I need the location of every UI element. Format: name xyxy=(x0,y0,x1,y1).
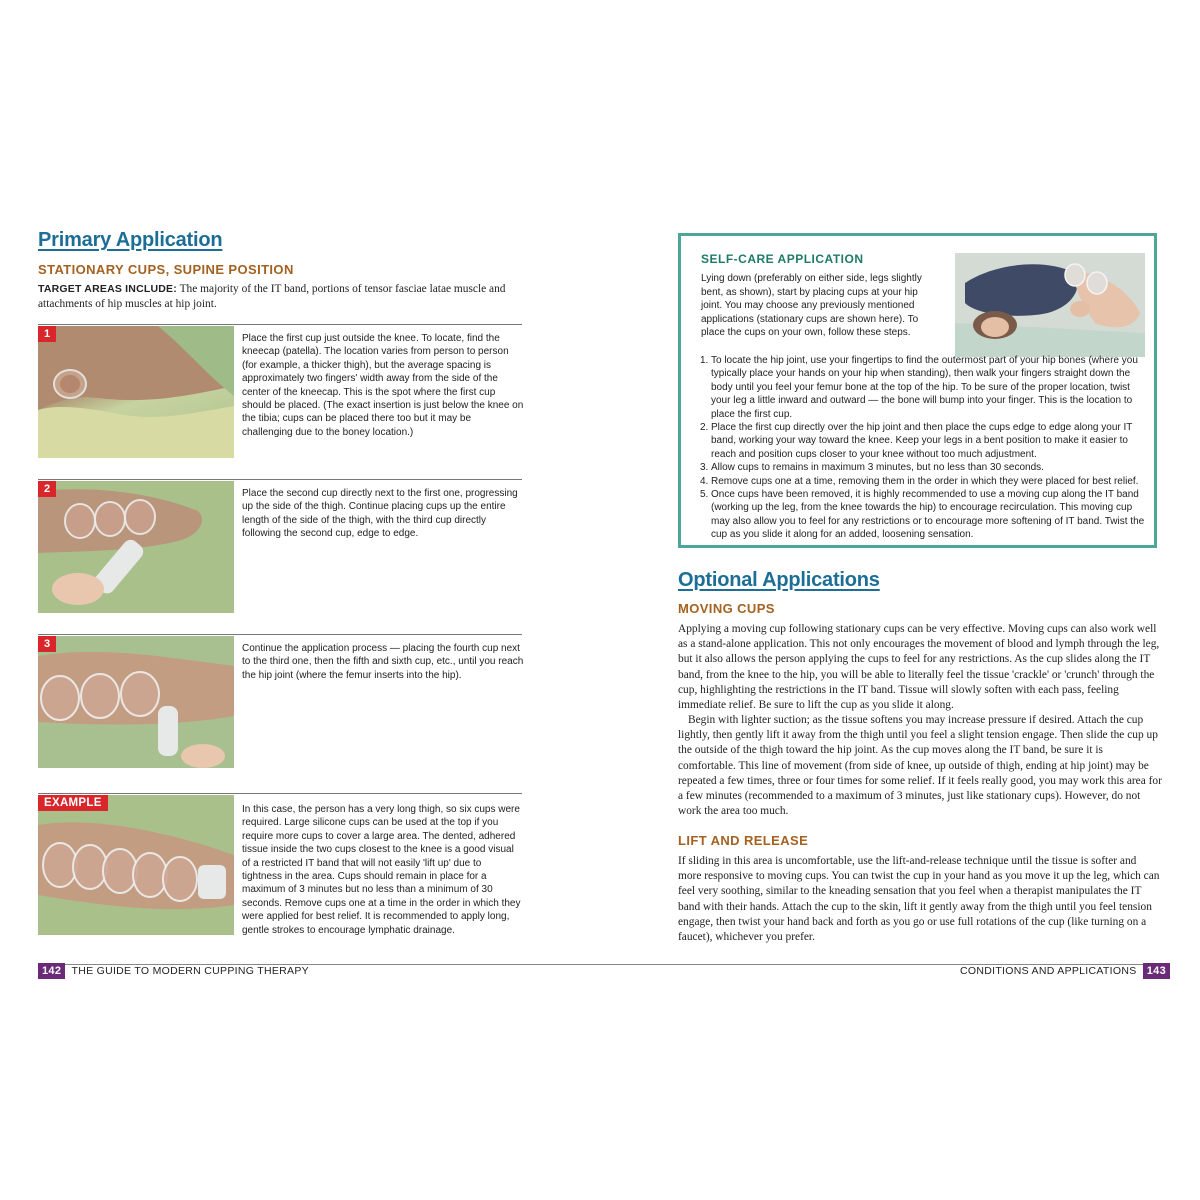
step-3-photo xyxy=(38,636,234,768)
step-text: To locate the hip joint, use your fingertips to find the outermost part of your hip bones (where you typically place your hands on your hip when standing), then walk your fingers straight down the body until you feel your femur bone at the top of the hip. To be sure of the proper location, twist your leg a little inward and outward — the bone will bump into your finger. This is the location to place the first cup. xyxy=(711,355,1138,420)
knee-cup-illustration xyxy=(38,326,234,458)
page-number-142: 142 xyxy=(38,963,65,979)
step-num: 5. xyxy=(700,489,709,501)
self-care-steps xyxy=(701,354,1147,542)
six-cups-illustration xyxy=(38,795,234,935)
left-footer xyxy=(38,963,309,979)
left-footer-title: THE GUIDE TO MODERN CUPPING THERAPY xyxy=(71,965,309,977)
step-num: 1. xyxy=(700,355,709,366)
step-2-photo xyxy=(38,481,234,613)
side-lying-woman-illustration xyxy=(955,253,1145,357)
thigh-cups-illustration xyxy=(38,481,234,613)
step-2-text: Place the second cup directly next to the first one, progressing up the side of the thigh. Continue placing cups up the entire length of the side of the thigh, with the third cup directly following the second cup, edge to edge. xyxy=(242,488,518,540)
lift-and-release-paragraph: If sliding in this area is uncomfortable, use the lift-and-release technique until the tissue is softer and more responsive to moving cups. You can twist the cup in your hand as you move it up the leg, which can feel very soothing, similar to the kneading sensation that you feel when a therapist manipulates the IT band with their hands. Attach the cup to the skin, lift it gently away from the thigh until you feel tension engage, then twist your hand back and forth as you go or use full rotations of the cup (like turning on a faucet), whichever you prefer. xyxy=(678,855,1160,944)
step-text: Once cups have been removed, it is highly recommended to use a moving cup along the IT band (working up the leg, from the knee towards the hip) to encourage recirculation. This moving cup may also allow you to feel for any restrictions or to encourage more softening of IT band. Twist the cup as you slide it along for an added, loosening sensation. xyxy=(711,489,1145,541)
self-care-intro: Lying down (preferably on either side, legs slightly bent, as shown), start by placing cups at your hip joint. You may choose any previously mentioned applications (stationary cups are shown here). To place the cups on your own, follow these steps. xyxy=(701,273,922,339)
primary-application-heading: Primary Application xyxy=(38,229,223,251)
step-1-photo xyxy=(38,326,234,458)
right-page xyxy=(678,0,1162,1200)
lift-and-release-heading: LIFT AND RELEASE xyxy=(678,833,809,848)
self-care-step xyxy=(701,488,1147,542)
step-1-text: Place the first cup just outside the knee. To locate, find the kneecap (patella). The location varies from person to person (for example, a thicker thigh), but the average spacing is approximately two fingers' width away from the side of the center of the kneecap. This is the spot where the first cup should be placed. (The exact insertion is just below the knee on the tibia; cups can be placed there too but it may be challenging due to the boney location.) xyxy=(242,333,524,438)
right-footer-title: CONDITIONS AND APPLICATIONS xyxy=(960,965,1137,977)
target-areas-paragraph xyxy=(38,282,522,312)
step-num: 3. xyxy=(700,462,709,474)
thigh-cups-illustration xyxy=(38,636,234,768)
step-num: 2. xyxy=(700,422,709,434)
example-text: In this case, the person has a very long thigh, so six cups were required. Large silicone cups can be used at the top if you require more cups to cover a large area. The dented, adhered tissue inside the two cups closest to the knee is a good visual of a restricted IT band that will not easily 'lift up' due to tightness in the area. Cups should remain in place for a maximum of 3 minutes but no less than a minimum of 30 seconds. Remove cups one at a time in the order in which they were applied for best relief. It is recommended to apply long, gentle strokes to encourage lymphatic drainage. xyxy=(242,804,521,936)
self-care-step xyxy=(701,421,1147,461)
self-care-step xyxy=(701,461,1147,474)
step-text: Remove cups one at a time, removing them in the order in which they were placed for best relief. xyxy=(711,475,1139,487)
step-num: 4. xyxy=(700,475,709,487)
step-3-text: Continue the application process — placing the fourth cup next to the third one, then the fifth and sixth cup, etc., until you reach the hip joint (where the femur inserts into the hip). xyxy=(242,643,524,681)
step-divider xyxy=(38,479,522,480)
step-number-badge: 2 xyxy=(38,481,56,497)
self-care-title: SELF-CARE APPLICATION xyxy=(701,252,864,266)
self-care-step xyxy=(701,475,1147,488)
self-care-box xyxy=(678,233,1157,548)
step-divider xyxy=(38,324,522,325)
left-page xyxy=(38,0,522,1200)
step-divider xyxy=(38,793,522,794)
moving-cups-paragraph-2: Begin with lighter suction; as the tissue softens you may increase pressure if desired. Attach the cup lightly, then gently lift it away from the thigh until you feel a slight tension engage. Then slide the cup up the outside of the thigh toward the hip joint. As the cup moves along the IT band, be sure it is comfortable. This line of movement (from side of knee, up outside of thigh, ending at hip joint) may be repeated a few times, three or four times for some relief. If it feels really good, you may work this area for a few minutes (recommended to a maximum of 3 minutes, just like stationary cups). However, do not work the area too much. xyxy=(678,714,1162,818)
step-divider xyxy=(38,634,522,635)
step-number-badge: 1 xyxy=(38,326,56,342)
target-areas-text: The majority of the IT band, portions of tensor fasciae latae muscle and attachments of hip muscles at hip joint. xyxy=(38,283,506,311)
stationary-cups-subheading: STATIONARY CUPS, SUPINE POSITION xyxy=(38,262,294,277)
optional-applications-heading: Optional Applications xyxy=(678,569,880,591)
self-care-step xyxy=(701,354,1147,421)
self-care-photo xyxy=(955,253,1145,357)
moving-cups-heading: MOVING CUPS xyxy=(678,601,775,616)
example-badge: EXAMPLE xyxy=(38,795,108,811)
step-number-badge: 3 xyxy=(38,636,56,652)
target-areas-label: TARGET AREAS INCLUDE: xyxy=(38,283,177,295)
page-number-143: 143 xyxy=(1143,963,1170,979)
example-photo xyxy=(38,795,234,935)
moving-cups-paragraph-1: Applying a moving cup following stationary cups can be very effective. Moving cups can also work well as a stand-alone application. This not only encourages the movement of blood and lymph through the leg, but it also allows the person applying the cups to feel for any restrictions. As the cup slides along the IT band, from the knee to the hip, you will be able to literally feel the tissue 'crackle' or 'crunch' through the cup, highlighting the restrictions in the IT band. Tissue will slowly soften with each pass, feeling immediate relief. Be sure to lift the cup as you slide it along. xyxy=(678,623,1160,712)
step-text: Allow cups to remains in maximum 3 minutes, but no less than 30 seconds. xyxy=(711,462,1044,474)
step-text: Place the first cup directly over the hip joint and then place the cups edge to edge along your IT band, working your way toward the knee. Keep your legs in a bent position to make it easier to reach and position cups closer to your knee without too much adjustment. xyxy=(711,422,1133,460)
